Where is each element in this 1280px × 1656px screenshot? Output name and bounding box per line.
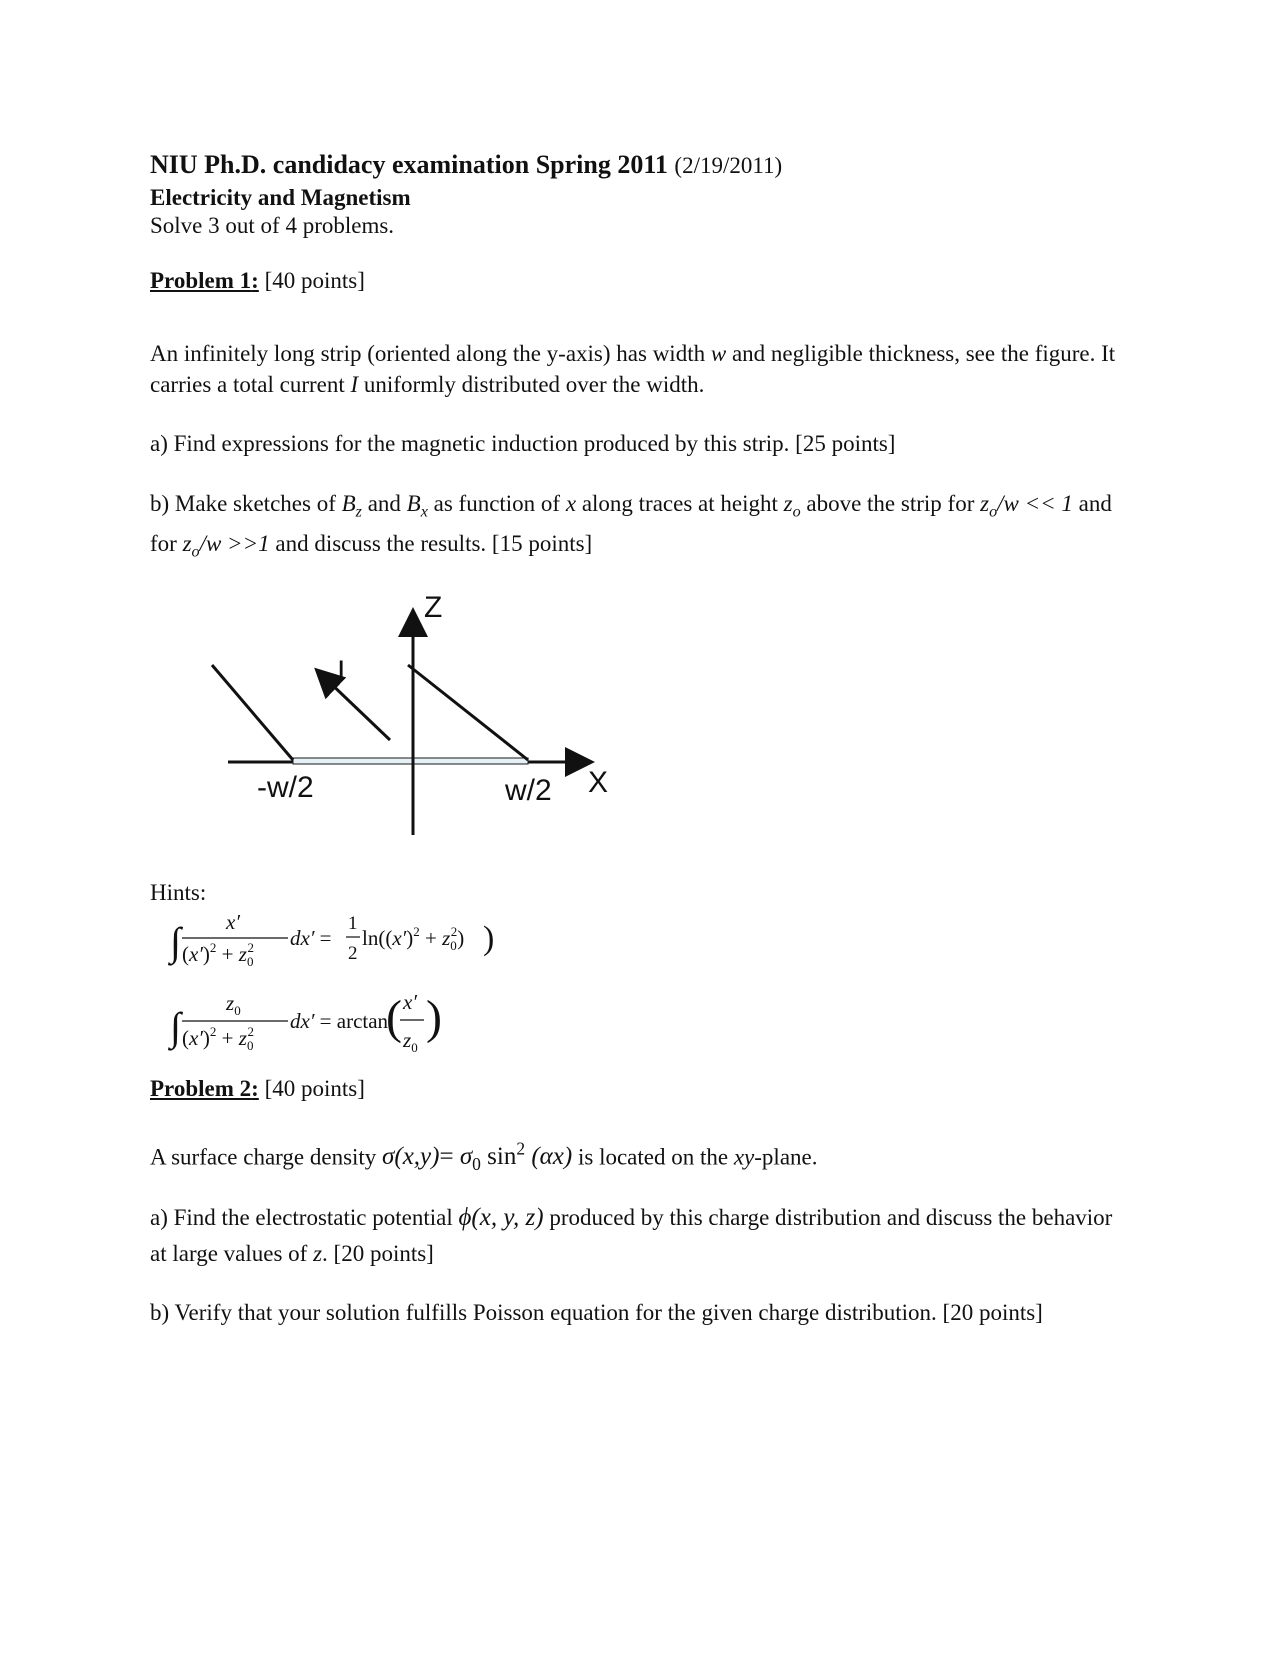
svg-text:ln((x′)2 + z02): $\ln((x')^2 + z_02)$ (362, 924, 465, 953)
exam-subject: Electricity and Magnetism (150, 185, 411, 210)
svg-text:(x′)2 + z02: $(x')^2 + z_02$ (182, 940, 254, 969)
axis-x-label: X (588, 766, 609, 799)
problem1-label: Problem 1 (150, 268, 252, 293)
problem2-label: Problem 2 (150, 1076, 252, 1101)
problem2-part-b: b) Verify that your solution fulfills Poisson equation for the given charge distribution. [20 points] (150, 1300, 1043, 1325)
svg-text:(: ( (386, 991, 402, 1044)
axis-z-label: Z (424, 591, 443, 624)
svg-text:): ) (483, 920, 495, 957)
problem2-heading: Problem 2: [40 points] (150, 1076, 365, 1101)
svg-text:1: 1 (348, 913, 358, 934)
problem1-part-b: b) Make sketches of $B_z$ and $B_x$ as function of x along traces at height $z_o$ above the strip for $z_o/w << 1$ and for $z_o/w >>1$ and discuss the results. [15 points] (150, 491, 1112, 561)
svg-text:2: 2 (348, 943, 358, 964)
hint-formulas (160, 905, 520, 1065)
exam-date: (2/19/2011) (674, 153, 783, 178)
problem1-heading: Problem 1: [40 points] (150, 268, 365, 293)
left-edge-label: -w/2 (257, 771, 314, 804)
svg-text:dx′ = arctan: dx′ = arctan (290, 1009, 389, 1033)
strip (293, 758, 528, 764)
potential-formula: ϕ(x, y, z) (458, 1204, 544, 1231)
integral-sign-2: ∫ (170, 1004, 181, 1049)
svg-text:x′: x′ (226, 910, 240, 934)
exam-instructions: Solve 3 out of 4 problems. (150, 213, 395, 238)
svg-text:z0: $z_0$ (403, 1028, 418, 1055)
svg-text:x′: x′ (403, 990, 417, 1014)
problem2-part-a: a) Find the electrostatic potential ϕ(x, y, z) produced by this charge distribution and discuss the behavior at large values of z. [20 points] (150, 1204, 1113, 1266)
current-label: I (337, 655, 346, 688)
strip-edge-right (408, 665, 528, 760)
problem1-points: [40 points] (264, 268, 365, 293)
svg-text:): ) (426, 991, 442, 1044)
problem2-points: [40 points] (264, 1076, 365, 1101)
right-edge-label: w/2 (505, 774, 552, 807)
problem1-intro: An infinitely long strip (oriented along the y-axis) has width w and negligible thickness, see the figure. It carries a total current I uniformly distributed over the width. (150, 341, 1116, 397)
exam-title: NIU Ph.D. candidacy examination Spring 2011 (150, 150, 668, 179)
hints-label: Hints: (150, 880, 207, 905)
charge-density-formula: $\sigma(x,y)= \sigma_0$ $\sin^2 (\alpha x)$ (382, 1139, 573, 1175)
problem2-intro: A surface charge density $\sigma(x,y)= \sigma_0$ $\sin^2 (\alpha x)$ is located on the xy-plane. (150, 1139, 818, 1175)
svg-text:z0: $z_0$ (226, 991, 241, 1018)
problem1-part-a: a) Find expressions for the magnetic induction produced by this strip. [25 points] (150, 431, 896, 456)
svg-text:dx′ =: dx′ = (290, 926, 332, 950)
strip-edge-left (212, 665, 293, 760)
integral-sign: ∫ (170, 919, 181, 964)
current-arrow (325, 678, 390, 740)
svg-text:(x′)2 + z02: $(x')^2 + z_02$ (182, 1024, 254, 1053)
